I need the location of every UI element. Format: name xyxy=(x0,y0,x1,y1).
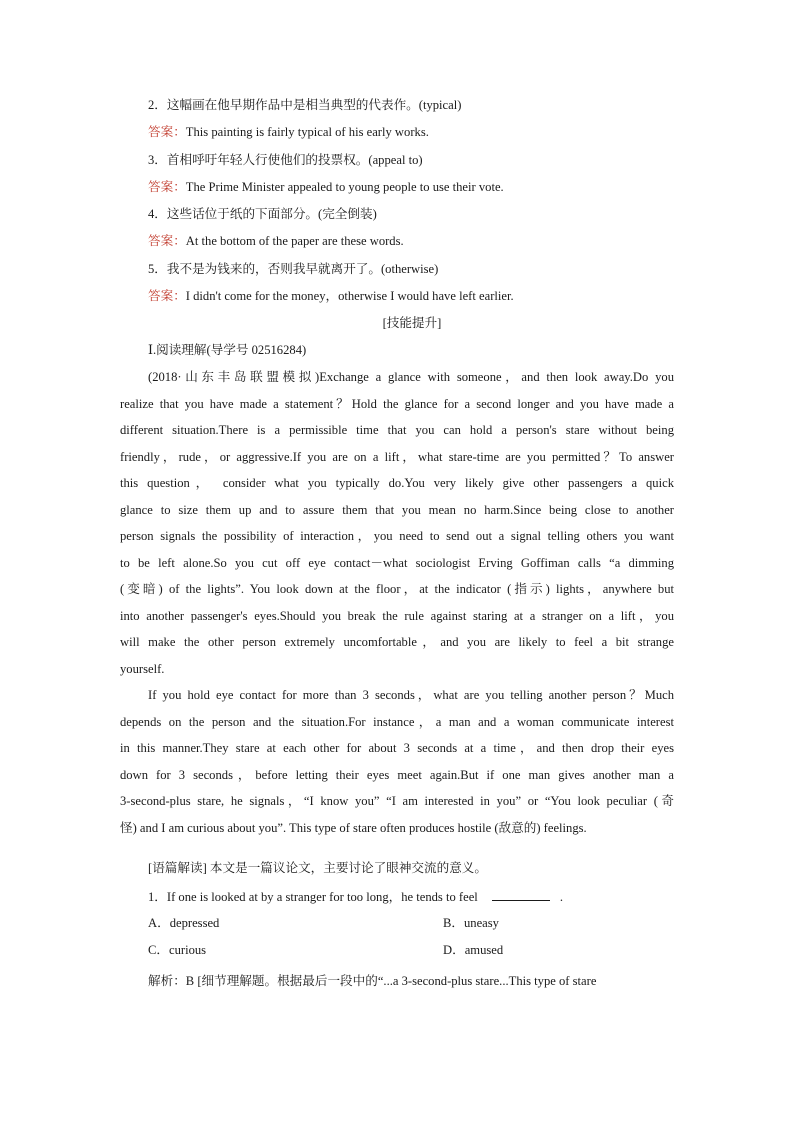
section-title: [技能提升] xyxy=(382,316,442,330)
paragraph-line: (变暗) of the lights”. You look down at the floor，at the indicator (指示) lights，anywhere but xyxy=(120,582,674,596)
item-3-answer xyxy=(148,179,676,195)
paragraph-line: 怪) and I am curious about you”. This type of stare often produces hostile (敌意的) feelings. xyxy=(120,820,587,835)
paragraph-line: (2018·山东丰岛联盟模拟)Exchange a glance with someone，and then look away.Do you xyxy=(148,370,674,384)
paragraph-line: in this manner.They stare at each other for about 3 seconds at a time，and then drop their eyes xyxy=(120,741,674,755)
paragraph-line: yourself. xyxy=(120,661,165,676)
answer-text: This painting is fairly typical of his early works. xyxy=(185,125,429,139)
question-end: . xyxy=(559,890,563,904)
answer-blank xyxy=(492,888,550,901)
paragraph-line: different situation.There is a permissible time that you can hold a person's stare without being xyxy=(120,423,674,437)
option-text: depressed xyxy=(169,916,220,930)
reading-title: Ⅰ.阅读理解(导学号 02516284) xyxy=(148,343,307,357)
paragraph-line: to be left alone.So you cut off eye contact－what sociologist Erving Goffiman calls “a dimming xyxy=(120,555,674,570)
item-4-answer xyxy=(148,233,676,249)
answer-label: 答案： xyxy=(148,180,186,194)
paragraph-line: into another passenger's eyes.Should you break the rule against staring at a stranger on a lift，you xyxy=(120,608,674,623)
answer-text: At the bottom of the paper are these words. xyxy=(185,234,404,248)
paragraph-line: friendly，rude，or aggressive.If you are on a lift，what stare-time are you permitted？To answer xyxy=(120,449,674,464)
option-a xyxy=(148,915,219,931)
analysis-line: 解析：B [细节理解题。根据最后一段中的“...a 3-second-plus stare...This type of stare xyxy=(148,974,597,988)
item-5-question: 5．我不是为钱来的，否则我早就离开了。(otherwise) xyxy=(148,262,439,276)
answer-label: 答案： xyxy=(148,125,186,139)
item-2-answer xyxy=(148,124,676,140)
answer-text: I didn't come for the money，otherwise I would have left earlier. xyxy=(185,289,514,303)
item-5-answer xyxy=(148,288,676,304)
option-letter: D． xyxy=(443,943,465,957)
paragraph-line: will make the other person extremely uncomfortable，and you are likely to feel a bit strange xyxy=(120,635,674,649)
paragraph-line: realize that you have made a statement？Hold the glance for a second longer and you have made a xyxy=(120,396,674,411)
passage-note: [语篇解读] 本文是一篇议论文，主要讨论了眼神交流的意义。 xyxy=(148,861,487,875)
paragraph-line: If you hold eye contact for more than 3 seconds，what are you telling another person？Much xyxy=(148,688,674,702)
option-text: amused xyxy=(464,943,504,957)
option-letter: A． xyxy=(148,916,170,930)
answer-text: The Prime Minister appealed to young people to use their vote. xyxy=(185,180,504,194)
question-1 xyxy=(148,888,676,905)
option-d xyxy=(443,942,503,958)
paragraph-line: glance to size them up and to assure them that you mean no harm.Since being close to another xyxy=(120,502,674,517)
answer-label: 答案： xyxy=(148,234,186,248)
passage-paragraph-1 xyxy=(120,364,674,682)
question-stem: 1．If one is looked at by a stranger for too long，he tends to feel xyxy=(148,890,478,904)
passage-paragraph-2 xyxy=(120,682,674,841)
paragraph-line: 3-second-plus stare, he signals，“I know you” “I am interested in you” or “You look peculiar (奇 xyxy=(120,794,674,808)
item-4-question: 4．这些话位于纸的下面部分。(完全倒装) xyxy=(148,207,377,221)
option-text: uneasy xyxy=(464,916,499,930)
option-text: curious xyxy=(169,943,207,957)
paragraph-line: depends on the person and the situation.For instance，a man and a woman communicate interest xyxy=(120,714,674,729)
paragraph-line: person signals the possibility of interaction，you need to send out a signal telling others you want xyxy=(120,529,674,543)
answer-label: 答案： xyxy=(148,289,186,303)
option-c xyxy=(148,942,206,958)
option-b xyxy=(443,915,499,931)
paragraph-line: this question， consider what you typically do.You very likely give other passengers a quick xyxy=(120,476,674,490)
item-3-question: 3．首相呼吁年轻人行使他们的投票权。(appeal to) xyxy=(148,153,423,167)
paragraph-line: down for 3 seconds，before letting their eyes meet again.But if one man gives another man a xyxy=(120,767,674,782)
option-letter: C． xyxy=(148,943,169,957)
item-2-question: 2．这幅画在他早期作品中是相当典型的代表作。(typical) xyxy=(148,98,462,112)
option-letter: B． xyxy=(443,916,464,930)
